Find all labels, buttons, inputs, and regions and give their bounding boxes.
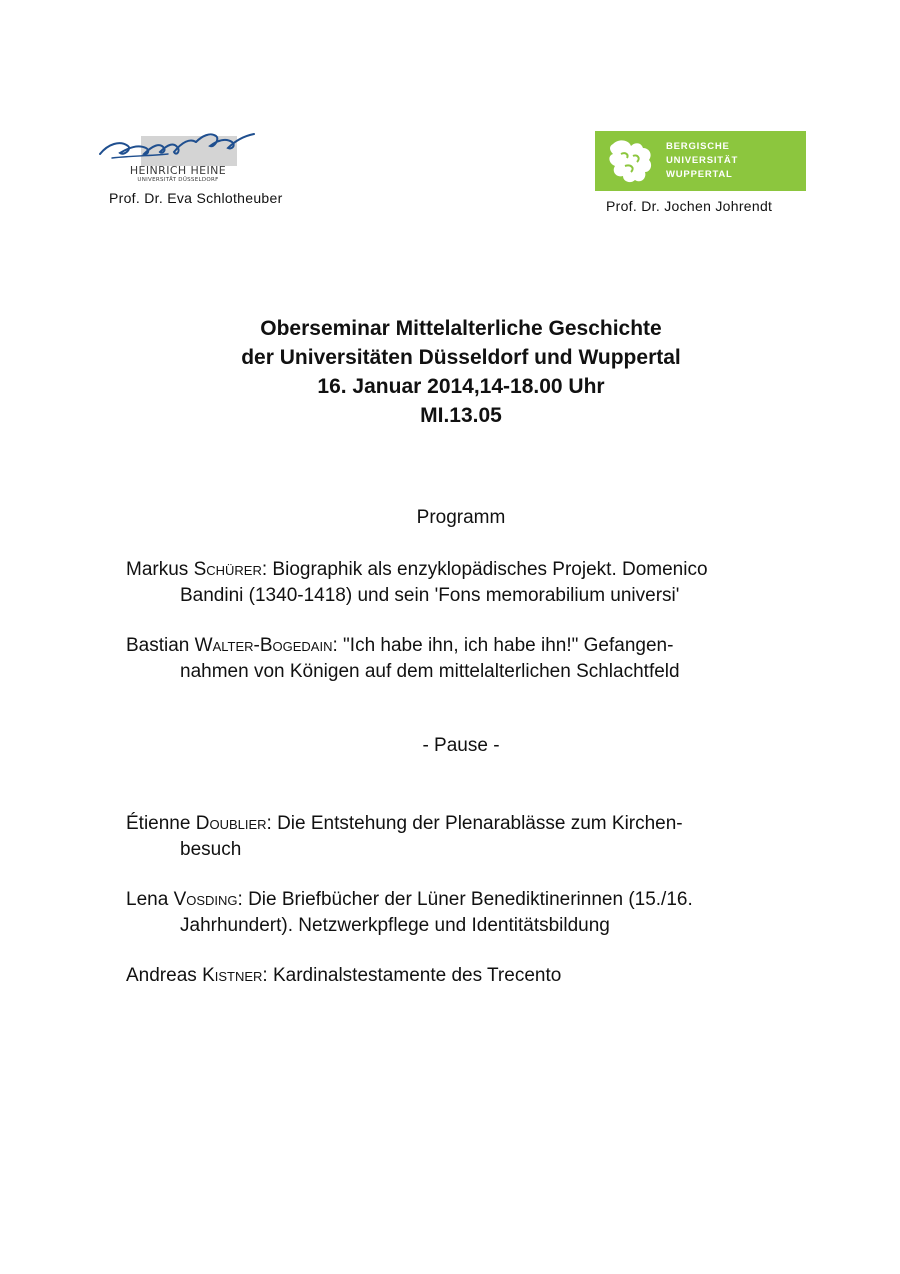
title-line: Oberseminar Mittelalterliche Geschichte (260, 317, 662, 340)
speaker-last-name: Kistner (202, 965, 263, 986)
talk-title-continued: nahmen von Königen auf dem mittelalterlichen Schlachtfeld (180, 661, 680, 682)
title-room: MI.13.05 (420, 404, 502, 427)
talk-item (126, 963, 806, 989)
seminar-title (0, 314, 900, 430)
title-date: 16. Januar 2014,14-18.00 Uhr (317, 375, 605, 398)
talk-item (126, 557, 806, 609)
title-line: der Universitäten Düsseldorf und Wuppertal (241, 346, 681, 369)
talk-item (126, 633, 806, 685)
talk-title: : Die Briefbücher der Lüner Benediktinerinnen (15./16. (237, 889, 693, 910)
left-professor: Prof. Dr. Eva Schlotheuber (109, 190, 283, 206)
right-professor: Prof. Dr. Jochen Johrendt (606, 198, 773, 214)
talk-item (126, 811, 806, 863)
program-heading: Programm (416, 507, 506, 528)
pause-label: - Pause - (422, 735, 500, 756)
talk-title: : Die Entstehung der Plenarablässe zum Kirchen- (266, 813, 683, 834)
logo-subline: UNIVERSITÄT DÜSSELDORF (137, 177, 219, 183)
wordmark-line: UNIVERSITÄT (666, 155, 739, 166)
wordmark-line: WUPPERTAL (666, 169, 733, 180)
talk-title: : Kardinalstestamente des Trecento (262, 965, 562, 986)
talk-title: : "Ich habe ihn, ich habe ihn!" Gefangen- (332, 635, 674, 656)
talk-title: : Biographik als enzyklopädisches Projekt. Domenico (261, 559, 708, 580)
speaker-first-name: Andreas (126, 965, 197, 986)
speaker-last-name: Walter-Bogedain (194, 635, 333, 656)
heinrich-heine-logo (98, 126, 258, 188)
signature-icon (98, 126, 258, 166)
talk-title-continued: Jahrhundert). Netzwerkpflege und Identitätsbildung (180, 915, 610, 936)
talk-title-continued: Bandini (1340-1418) und sein 'Fons memorabilium universi' (180, 585, 680, 606)
wordmark-line: BERGISCHE (666, 141, 730, 152)
talk-item (126, 887, 806, 939)
speaker-last-name: Doublier (195, 813, 267, 834)
speaker-first-name: Lena (126, 889, 169, 910)
wuppertal-logo (595, 131, 806, 191)
logo-wordmark: HEINRICH HEINE (129, 164, 227, 177)
speaker-first-name: Bastian (126, 635, 190, 656)
speaker-last-name: Vosding (173, 889, 238, 910)
speaker-first-name: Markus (126, 559, 189, 580)
lion-icon (605, 136, 657, 186)
wuppertal-wordmark (666, 140, 738, 182)
speaker-first-name: Étienne (126, 813, 191, 834)
talk-title-continued: besuch (180, 839, 242, 860)
speaker-last-name: Schürer (193, 559, 262, 580)
